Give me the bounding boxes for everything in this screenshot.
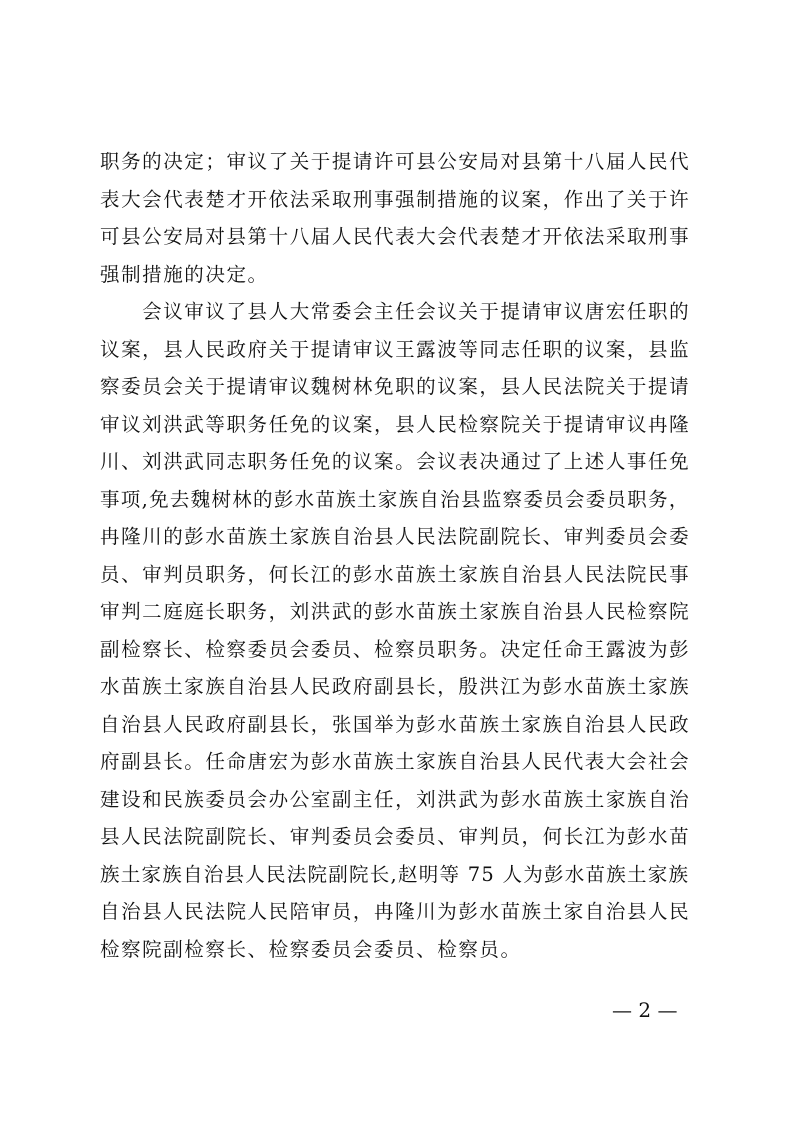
line-text: 会议审议了县人大常委会主任会议关于提请审议唐宏任职的 [100,300,691,323]
line-text: 冉隆川的彭水苗族土家族自治县人民法院副院长、审判委员会委 [100,525,691,548]
text-line [100,331,694,369]
text-line [100,743,694,781]
page-number: — 2 — [612,998,678,1022]
text-line [100,893,694,931]
text-line [100,256,694,294]
text-line [100,181,694,219]
line-text: 府副县长。任命唐宏为彭水苗族土家族自治县人民代表大会社会 [100,750,691,773]
text-line [100,781,694,819]
line-text: 可县公安局对县第十八届人民代表大会代表楚才开依法采取刑事 [100,225,691,248]
text-line [100,518,694,556]
text-line [100,706,694,744]
text-line [100,931,694,969]
line-text: 副检察长、检察委员会委员、检察员职务。决定任命王露波为彭 [100,637,691,661]
text-line [100,218,694,256]
line-text: 职务的决定；审议了关于提请许可县公安局对县第十八届人民代 [100,150,691,173]
line-text: 员、审判员职务，何长江的彭水苗族土家族自治县人民法院民事 [100,562,691,586]
line-text: 审判二庭庭长职务，刘洪武的彭水苗族土家族自治县人民检察院 [100,600,691,623]
line-text: 自治县人民政府副县长，张国举为彭水苗族土家族自治县人民政 [100,712,691,736]
line-text: 议案，县人民政府关于提请审议王露波等同志任职的议案，县监 [100,337,691,361]
text-line [100,593,694,631]
text-line [100,668,694,706]
text-line [100,818,694,856]
line-text: 建设和民族委员会办公室副主任，刘洪武为彭水苗族土家族自治 [100,787,691,811]
text-line [100,443,694,481]
paragraph-2 [100,293,694,968]
line-text: 审议刘洪武等职务任免的议案，县人民检察院关于提请审议冉隆 [100,412,691,436]
line-text: 察委员会关于提请审议魏树林免职的议案，县人民法院关于提请 [100,375,691,398]
text-line [100,631,694,669]
line-text: 表大会代表楚才开依法采取刑事强制措施的议案，作出了关于许 [100,187,691,211]
line-text: 事项,免去魏树林的彭水苗族土家族自治县监察委员会委员职务， [100,487,690,511]
text-line [100,481,694,519]
text-line [100,143,694,181]
line-text: 检察院副检察长、检察委员会委员、检察员。 [100,937,522,961]
line-text: 族土家族自治县人民法院副院长,赵明等 75 人为彭水苗族土家族 [100,862,690,886]
text-line [100,368,694,406]
text-line [100,556,694,594]
line-text: 强制措施的决定。 [100,262,269,286]
paragraph-1 [100,143,694,293]
line-text: 自治县人民法院人民陪审员，冉隆川为彭水苗族土家自治县人民 [100,900,691,923]
text-line [100,293,694,331]
line-text: 县人民法院副院长、审判委员会委员、审判员，何长江为彭水苗 [100,825,691,848]
text-line [100,856,694,894]
line-text: 水苗族土家族自治县人民政府副县长，殷洪江为彭水苗族土家族 [100,675,691,698]
line-text: 川、刘洪武同志职务任免的议案。会议表决通过了上述人事任免 [100,450,691,473]
text-line [100,406,694,444]
